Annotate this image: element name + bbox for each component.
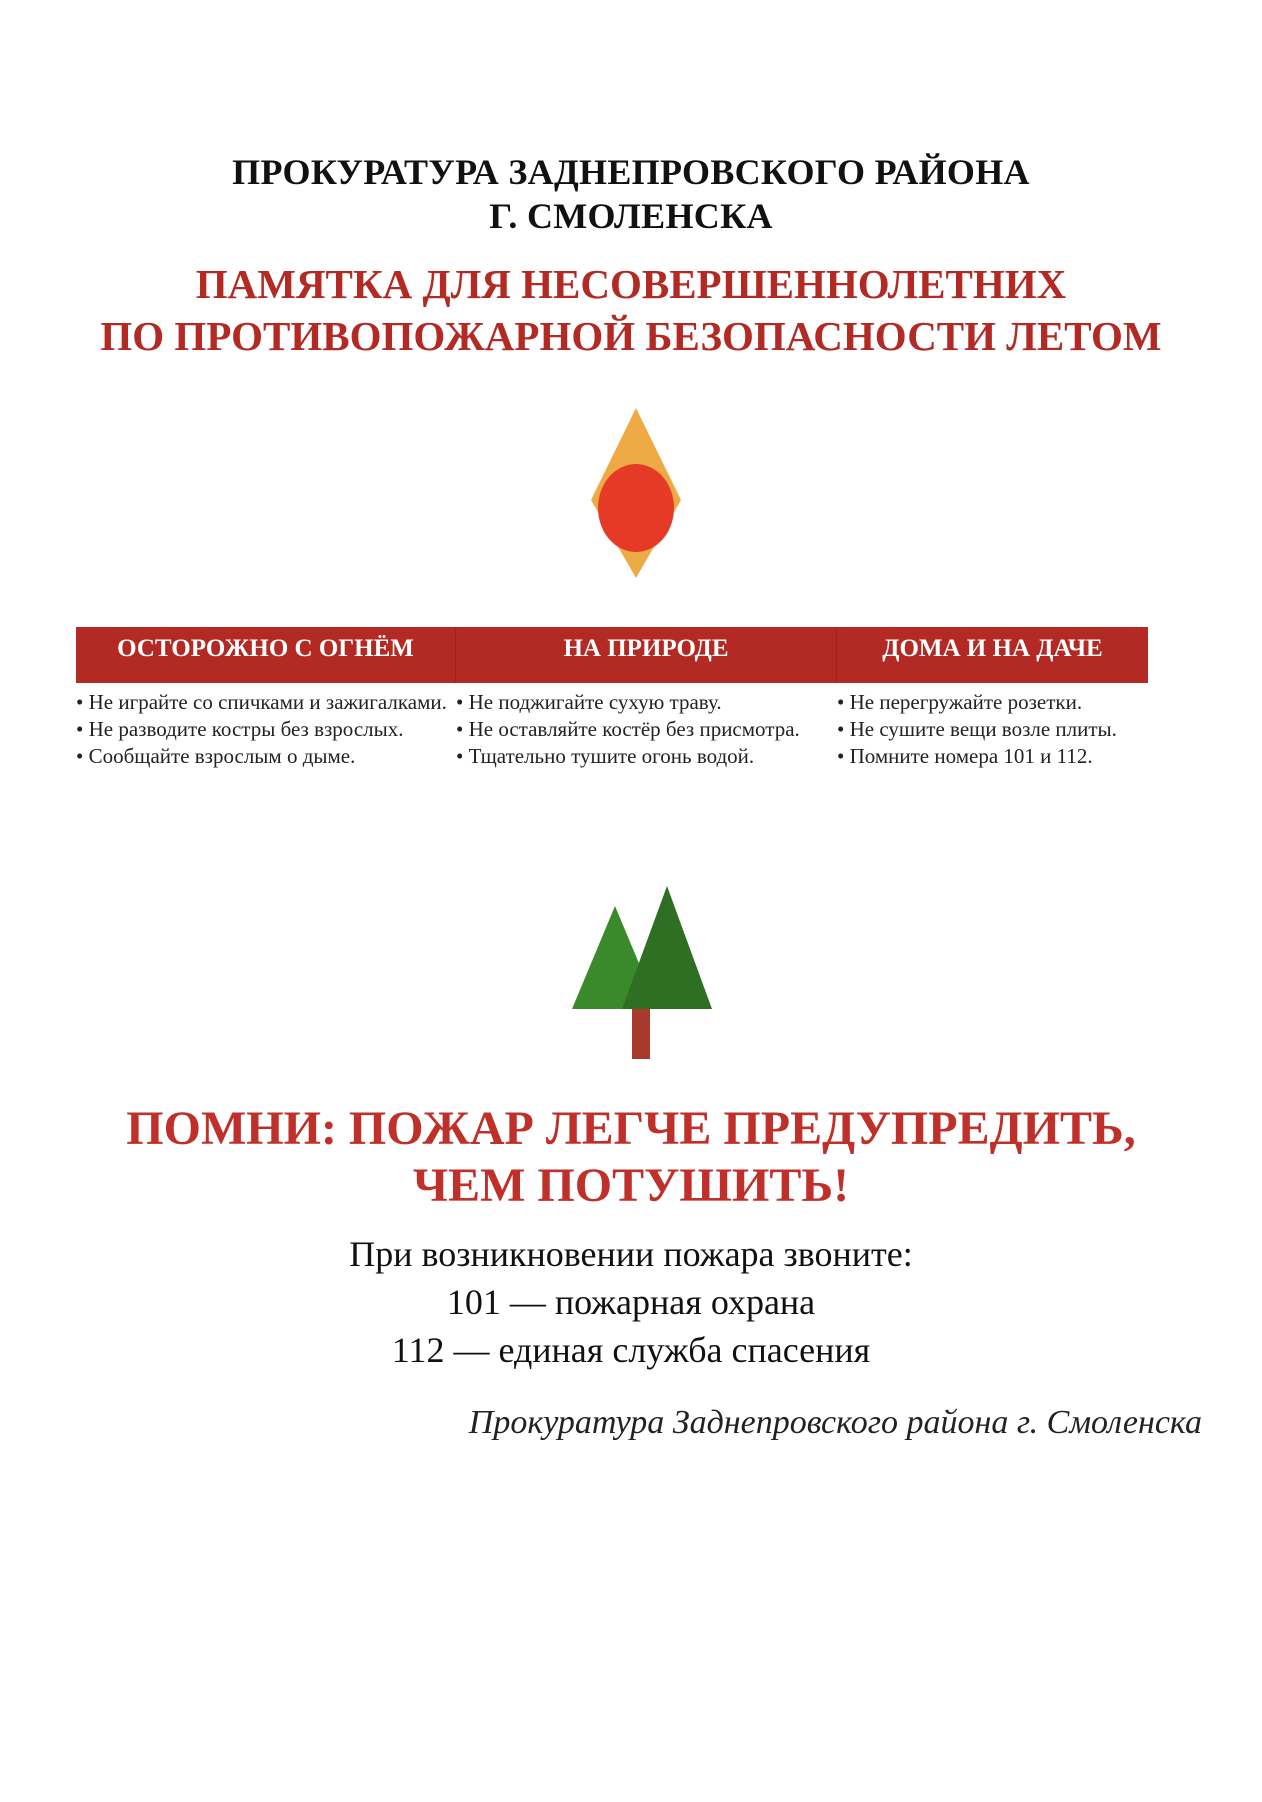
column-heading-fire: ОСТОРОЖНО С ОГНЁМ (76, 627, 456, 683)
org-line-1: ПРОКУРАТУРА ЗАДНЕПРОВСКОГО РАЙОНА (232, 152, 1030, 192)
list-item: • Не разводите костры без взрослых. (76, 717, 404, 741)
table-body-row (76, 683, 1148, 770)
flame-core (598, 464, 674, 552)
slogan-line-1: ПОМНИ: ПОЖАР ЛЕГЧЕ ПРЕДУПРЕДИТЬ, (126, 1102, 1136, 1155)
column-nature (456, 683, 837, 770)
emergency-intro: При возникновении пожара звоните: (349, 1234, 913, 1274)
list-item: • Сообщайте взрослым о дыме. (76, 744, 356, 768)
organization-title (0, 150, 1262, 238)
signature: Прокуратура Заднепровского района г. Смоленска (468, 1404, 1202, 1441)
title-line-1: ПАМЯТКА ДЛЯ НЕСОВЕРШЕННОЛЕТНИХ (195, 261, 1067, 307)
safety-rules-table (76, 627, 1148, 770)
leaflet-title (0, 258, 1262, 362)
title-line-2: ПО ПРОТИВОПОЖАРНОЙ БЕЗОПАСНОСТИ ЛЕТОМ (100, 313, 1162, 359)
column-heading-nature: НА ПРИРОДЕ (456, 627, 837, 683)
flame-icon (586, 408, 686, 578)
tree-trunk (632, 1004, 650, 1059)
emergency-fire: 101 — пожарная охрана (446, 1282, 816, 1322)
column-fire (76, 683, 456, 770)
list-item: • Не играйте со спичками и зажигалками. (76, 690, 447, 714)
list-item: • Не поджигайте сухую траву. (456, 690, 722, 714)
emergency-numbers (0, 1230, 1262, 1374)
tree-right (622, 886, 712, 1009)
column-heading-home: ДОМА И НА ДАЧЕ (882, 635, 1103, 662)
slogan-line-2: ЧЕМ ПОТУШИТЬ! (412, 1159, 850, 1212)
list-item: • Не сушите вещи возле плиты. (837, 717, 1117, 741)
org-line-2: Г. СМОЛЕНСКА (489, 196, 773, 236)
tree-icon (570, 886, 712, 1059)
list-item: • Помните номера 101 и 112. (837, 744, 1093, 768)
list-item: • Не оставляйте костёр без присмотра. (456, 717, 800, 741)
list-item: • Не перегружайте розетки. (837, 690, 1083, 714)
list-item: • Тщательно тушите огонь водой. (456, 744, 755, 768)
emergency-rescue: 112 — единая служба спасения (391, 1330, 871, 1370)
column-home (837, 683, 1148, 770)
safety-slogan (0, 1100, 1262, 1214)
table-header-row (76, 627, 1148, 683)
